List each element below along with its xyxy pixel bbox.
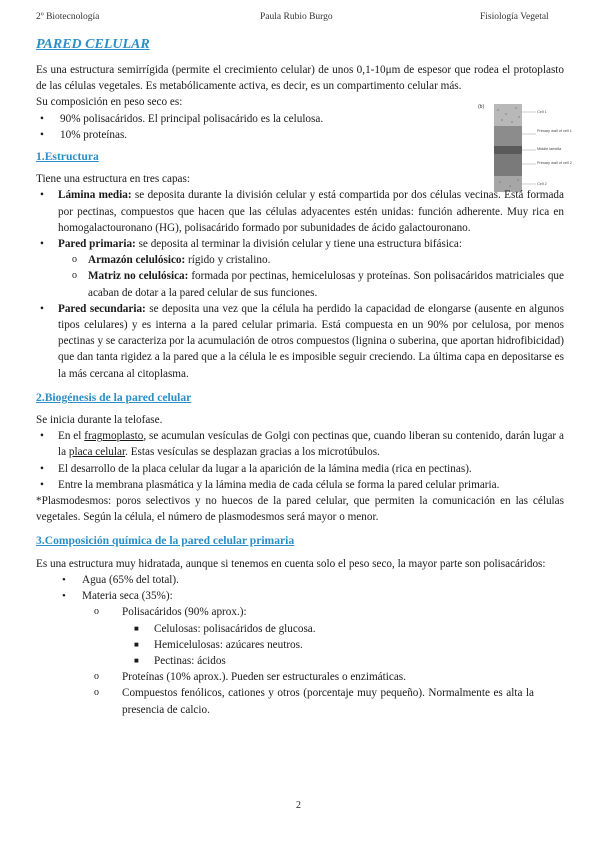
sub-list-item: o Compuestos fenólicos, cationes y otros (porcentaje muy pequeño). Normalmente es alta la presencia de calcio. (94, 687, 534, 716)
figure-label-cell2: Cell 2 (537, 182, 547, 186)
list-item: • El desarrollo de la placa celular da lugar a la aparición de la lámina media (rica en pectinas). (36, 461, 564, 477)
circle-bullet-icon: o (94, 671, 99, 683)
document-body (36, 36, 564, 718)
sub-sub-list-item: ■ Hemicelulosas: azúcares neutros. (36, 637, 564, 653)
sub-sub-list-item: ■ Celulosas: polisacáridos de glucosa. (36, 621, 564, 637)
sub-sub-list-item: ■ Pectinas: ácidos (36, 653, 564, 669)
bullet-icon: • (40, 462, 44, 475)
sub-list-item: o Proteínas (10% aprox.). Pueden ser estructurales o enzimáticas. (36, 669, 564, 685)
bullet-icon: • (62, 590, 66, 603)
figure-label-ml: Middle lamella (537, 147, 562, 151)
bullet-icon: • (40, 478, 44, 491)
square-bullet-icon: ■ (134, 639, 139, 649)
header-subject: Fisiología Vegetal (480, 12, 549, 22)
bullet-icon: • (40, 238, 44, 251)
bullet-icon: • (40, 189, 44, 202)
list-item: • Agua (65% del total). (36, 572, 564, 588)
bullet-icon: • (40, 112, 44, 125)
section-lead: Es una estructura muy hidratada, aunque si tenemos en cuenta solo el peso seco, la mayor parte son polisacáridos: (36, 557, 546, 570)
intro-paragraph: Es una estructura semirrígida (permite el crecimiento celular) de unos 0,1-10μm de espesor que rodea el protoplasto de las células vegetales. Es metabólicamente activa, es decir, es un compartimento celular más. (36, 64, 564, 93)
bullet-icon: • (62, 573, 66, 586)
list-item: • Materia seca (35%): (36, 588, 564, 604)
section-lead: Tiene una estructura en tres capas: (36, 173, 190, 186)
list-item: • 90% polisacáridos. El principal polisacárido es la celulosa. (36, 111, 564, 127)
list-item: • Pared primaria: se deposita al terminar la división celular y tiene una estructura bifásica: (36, 236, 564, 252)
page-number: 2 (296, 800, 301, 811)
bullet-icon: • (40, 302, 44, 315)
figure-label-pw1: Primary wall of cell 1 (537, 129, 572, 133)
plasmodesmos-note: *Plasmodesmos: poros selectivos y no huecos de la pared celular, que permiten la comunicación en las células vegetales. Según la célula, el número de plasmodesmos será mayor o menor. (36, 495, 564, 524)
list-item: • Entre la membrana plasmática y la lámina media de cada célula se forma la pared celular primaria. (36, 477, 564, 493)
figure-panel-label: (b) (478, 104, 485, 110)
circle-bullet-icon: o (94, 687, 99, 699)
square-bullet-icon: ■ (134, 623, 139, 633)
section-heading-estructura: 1.Estructura (36, 150, 99, 164)
circle-bullet-icon: o (72, 254, 77, 266)
circle-bullet-icon: o (72, 270, 77, 282)
list-item: • En el fragmoplasto, se acumulan vesículas de Golgi con pectinas que, cuando liberan su contenido, darán lugar a la placa celular. Estas vesículas se desplazan gracias a los microtúbulos. (40, 430, 564, 459)
page-title: PARED CELULAR (36, 37, 150, 52)
bullet-icon: • (40, 128, 44, 141)
figure-label-pw2: Primary wall of cell 2 (537, 161, 572, 165)
sub-list-item: o Armazón celulósico: rígido y cristalino. (36, 252, 564, 268)
circle-bullet-icon: o (94, 606, 99, 618)
section-heading-composicion: 3.Composición química de la pared celular primaria (36, 534, 295, 548)
list-item: • 10% proteínas. (36, 127, 564, 143)
square-bullet-icon: ■ (134, 655, 139, 665)
sub-list-item: o Matriz no celulósica: formada por pectinas, hemicelulosas y proteínas. Son polisacáridos matriciales que acaban de dotar a la pared celular de sus funciones. (72, 270, 564, 299)
list-item: • Lámina media: se deposita durante la división celular y está compartida por dos células vecinas. Está formada por pectinas, compuestos que hacen que las células adyacentes estén unidas: función adherente. Muy rica en homogalactouronano (HG), polisacárido formado por subunidades de ácido galactouronano. (40, 189, 564, 234)
section-lead: Se inicia durante la telofase. (36, 414, 163, 427)
bullet-icon: • (40, 430, 44, 443)
figure-label-cell1: Cell 1 (537, 110, 547, 114)
sub-list-item: o Polisacáridos (90% aprox.): (36, 604, 564, 620)
header-course: 2º Biotecnología (36, 12, 100, 22)
header-author: Paula Rubio Burgo (260, 12, 333, 22)
list-item: • Pared secundaria: se deposita una vez que la célula ha perdido la capacidad de elongarse (ausente en algunos tipos celulares) y es interna a la pared celular primaria. Está compuesta en un 90% por celulosa, por menos pectinas y se caracteriza por la acumulación de otros compuestos (lignina o suberina, que aportan hidrofibicidad) que dan tanta rigidez a la pared que a la célula le es imposible seguir creciendo. La última capa en depositarse es la más cercana al citoplasma. (40, 302, 564, 380)
intro-composition: Su composición en peso seco es: (36, 96, 183, 109)
section-heading-biogenesis: 2.Biogénesis de la pared celular (36, 390, 192, 404)
